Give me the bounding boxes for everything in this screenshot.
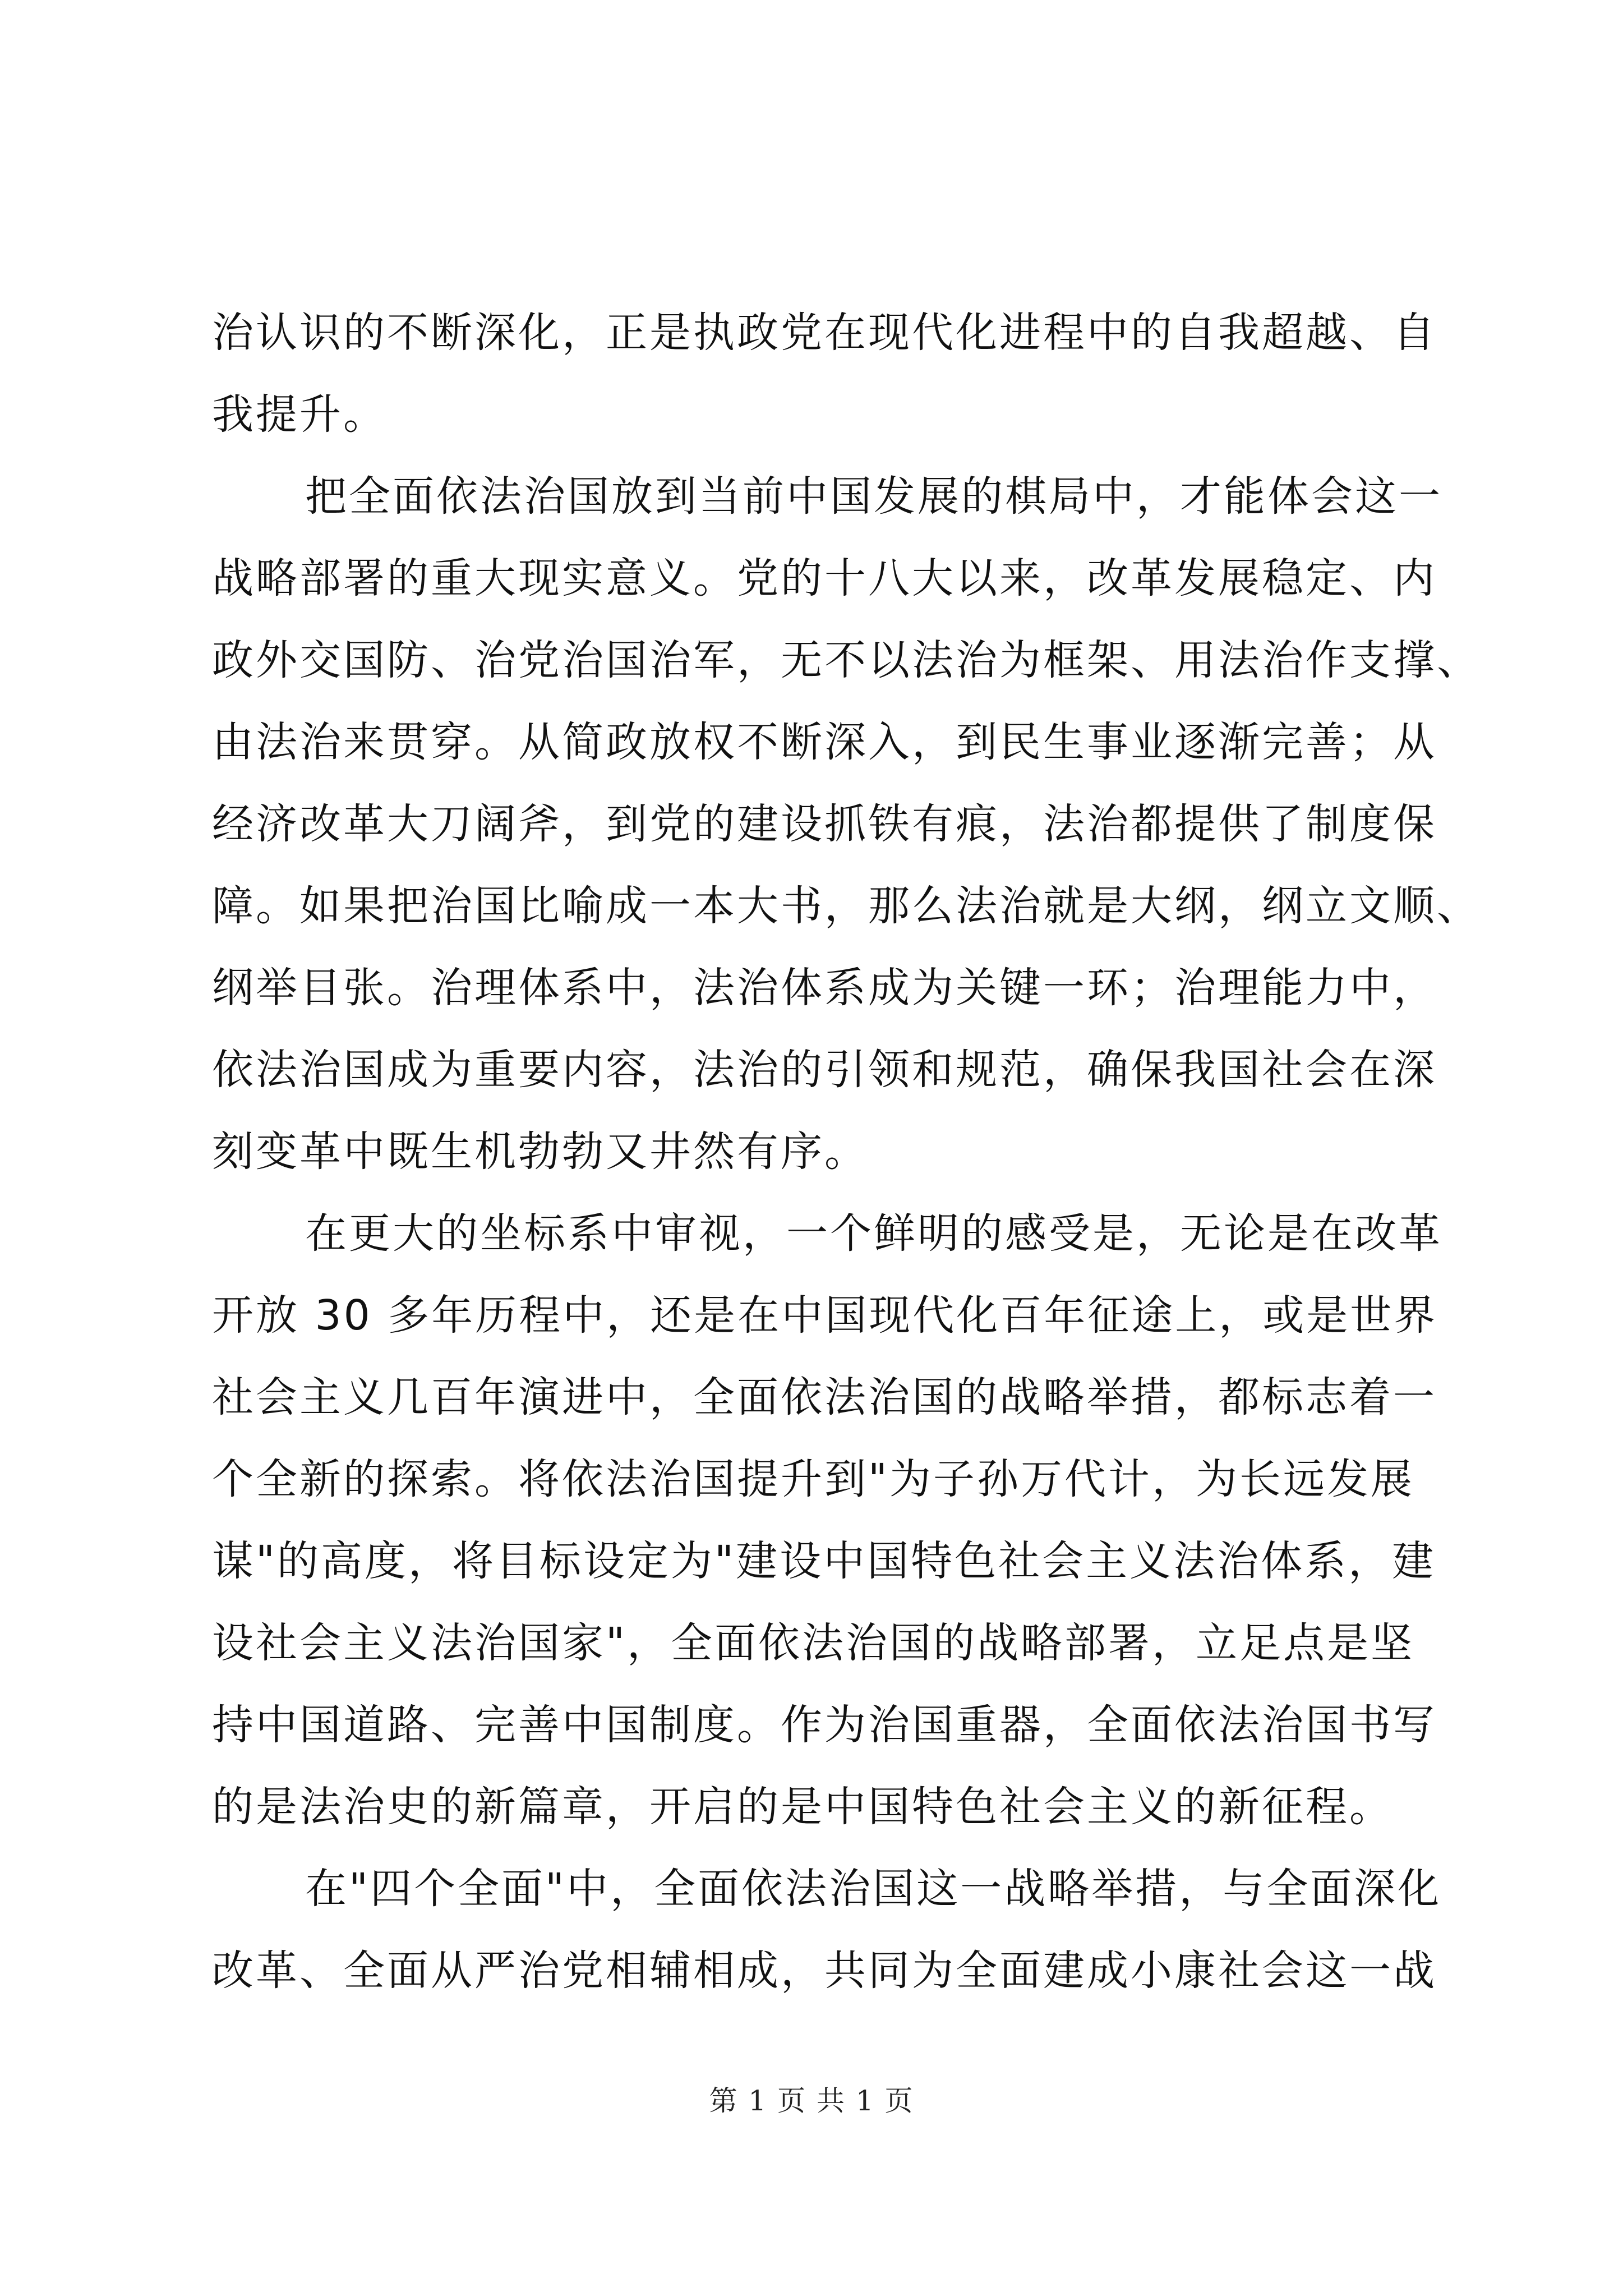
document-body [212, 292, 1481, 2012]
text-line: 政外交国防、治党治国治军，无不以法治为框架、用法治作支撑、 [212, 636, 1481, 684]
text-line: 我提升。 [212, 390, 387, 439]
text-line: 在更大的坐标系中审视，一个鲜明的感受是，无论是在改革 [305, 1209, 1442, 1258]
text-line: 治认识的不断深化，正是执政党在现代化进程中的自我超越、自 [212, 309, 1437, 357]
text-line: 由法治来贯穿。从简政放权不断深入，到民生事业逐渐完善；从 [212, 718, 1437, 766]
text-line: 把全面依法治国放到当前中国发展的棋局中，才能体会这一 [305, 472, 1442, 521]
text-line: 战略部署的重大现实意义。党的十八大以来，改革发展稳定、内 [212, 554, 1437, 602]
text-line: 持中国道路、完善中国制度。作为治国重器，全面依法治国书写 [212, 1701, 1437, 1749]
text-line: 开放 30 多年历程中，还是在中国现代化百年征途上，或是世界 [212, 1291, 1438, 1340]
text-line: 改革、全面从严治党相辅相成，共同为全面建成小康社会这一战 [212, 1947, 1437, 1995]
text-line: 的是法治史的新篇章，开启的是中国特色社会主义的新征程。 [212, 1783, 1393, 1831]
text-line: 在"四个全面"中，全面依法治国这一战略举措，与全面深化 [305, 1865, 1442, 1913]
text-line: 纲举目张。治理体系中，法治体系成为关键一环；治理能力中， [212, 964, 1437, 1012]
text-line: 社会主义几百年演进中，全面依法治国的战略举措，都标志着一 [212, 1373, 1437, 1421]
text-line: 谋"的高度，将目标设定为"建设中国特色社会主义法治体系，建 [212, 1537, 1436, 1585]
text-line: 依法治国成为重要内容，法治的引领和规范，确保我国社会在深 [212, 1046, 1437, 1094]
text-line: 障。如果把治国比喻成一本大书，那么法治就是大纲，纲立文顺、 [212, 882, 1481, 930]
text-line: 设社会主义法治国家"，全面依法治国的战略部署，立足点是坚 [212, 1619, 1415, 1667]
text-line: 个全新的探索。将依法治国提升到"为子孙万代计，为长远发展 [212, 1455, 1415, 1503]
text-line: 刻变革中既生机勃勃又井然有序。 [212, 1128, 868, 1176]
page-number-footer: 第 1 页 共 1 页 [709, 2085, 914, 2117]
text-line: 经济改革大刀阔斧，到党的建设抓铁有痕，法治都提供了制度保 [212, 800, 1437, 848]
